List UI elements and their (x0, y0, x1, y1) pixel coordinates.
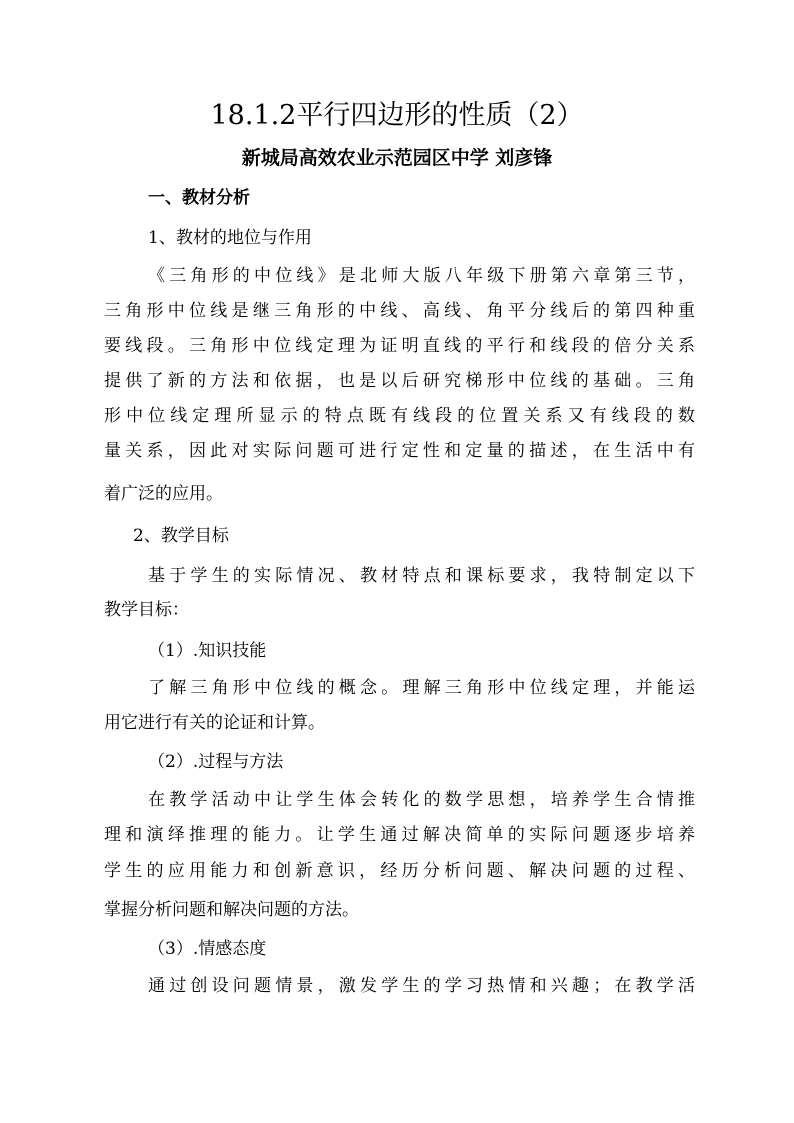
paragraph-line: 通过创设问题情景，激发学生的学习热情和兴趣；在教学活 (148, 976, 695, 996)
page-title: 18.1.2平行四边形的性质（2） (210, 100, 584, 131)
objective-heading: （2）.过程与方法 (148, 752, 284, 772)
paragraph-line: 理和演绎推理的能力。让学生通过解决简单的实际问题逐步培养 (104, 825, 695, 845)
paragraph-line: 教学目标： (104, 600, 189, 620)
paragraph-line: 三角形中位线是继三角形的中线、高线、角平分线后的第四种重 (104, 301, 695, 321)
paragraph-line: 提供了新的方法和依据，也是以后研究梯形中位线的基础。三角 (104, 371, 695, 391)
subsection-heading: 2、教学目标 (133, 526, 229, 546)
paragraph-line: 用它进行有关的论证和计算。 (104, 713, 325, 733)
paragraph-line: 学生的应用能力和创新意识，经历分析问题、解决问题的过程、 (104, 861, 695, 881)
paragraph-line: 形中位线定理所显示的特点既有线段的位置关系又有线段的数 (104, 406, 695, 426)
objective-heading: （3）.情感态度 (148, 939, 267, 959)
objective-heading: （1）.知识技能 (148, 641, 267, 661)
section-heading: 一、教材分析 (148, 188, 250, 208)
paragraph-line: 在教学活动中让学生体会转化的数学思想，培养学生合情推 (148, 790, 695, 810)
author-line: 新城局高效农业示范园区中学 刘彦锋 (241, 147, 553, 169)
paragraph-line: 要线段。三角形中位线定理为证明直线的平行和线段的倍分关系 (104, 336, 695, 356)
paragraph-line: 量关系，因此对实际问题可进行定性和定量的描述，在生活中有 (104, 441, 695, 461)
paragraph-line: 掌握分析问题和解决问题的方法。 (104, 900, 359, 920)
paragraph-line: 基于学生的实际情况、教材特点和课标要求，我特制定以下 (148, 566, 695, 586)
subsection-heading: 1、教材的地位与作用 (148, 228, 312, 248)
paragraph-line: 着广泛的应用。 (104, 484, 223, 504)
paragraph-line: 《三角形的中位线》是北师大版八年级下册第六章第三节， (148, 266, 695, 286)
paragraph-line: 了解三角形中位线的概念。理解三角形中位线定理，并能运 (148, 678, 695, 698)
